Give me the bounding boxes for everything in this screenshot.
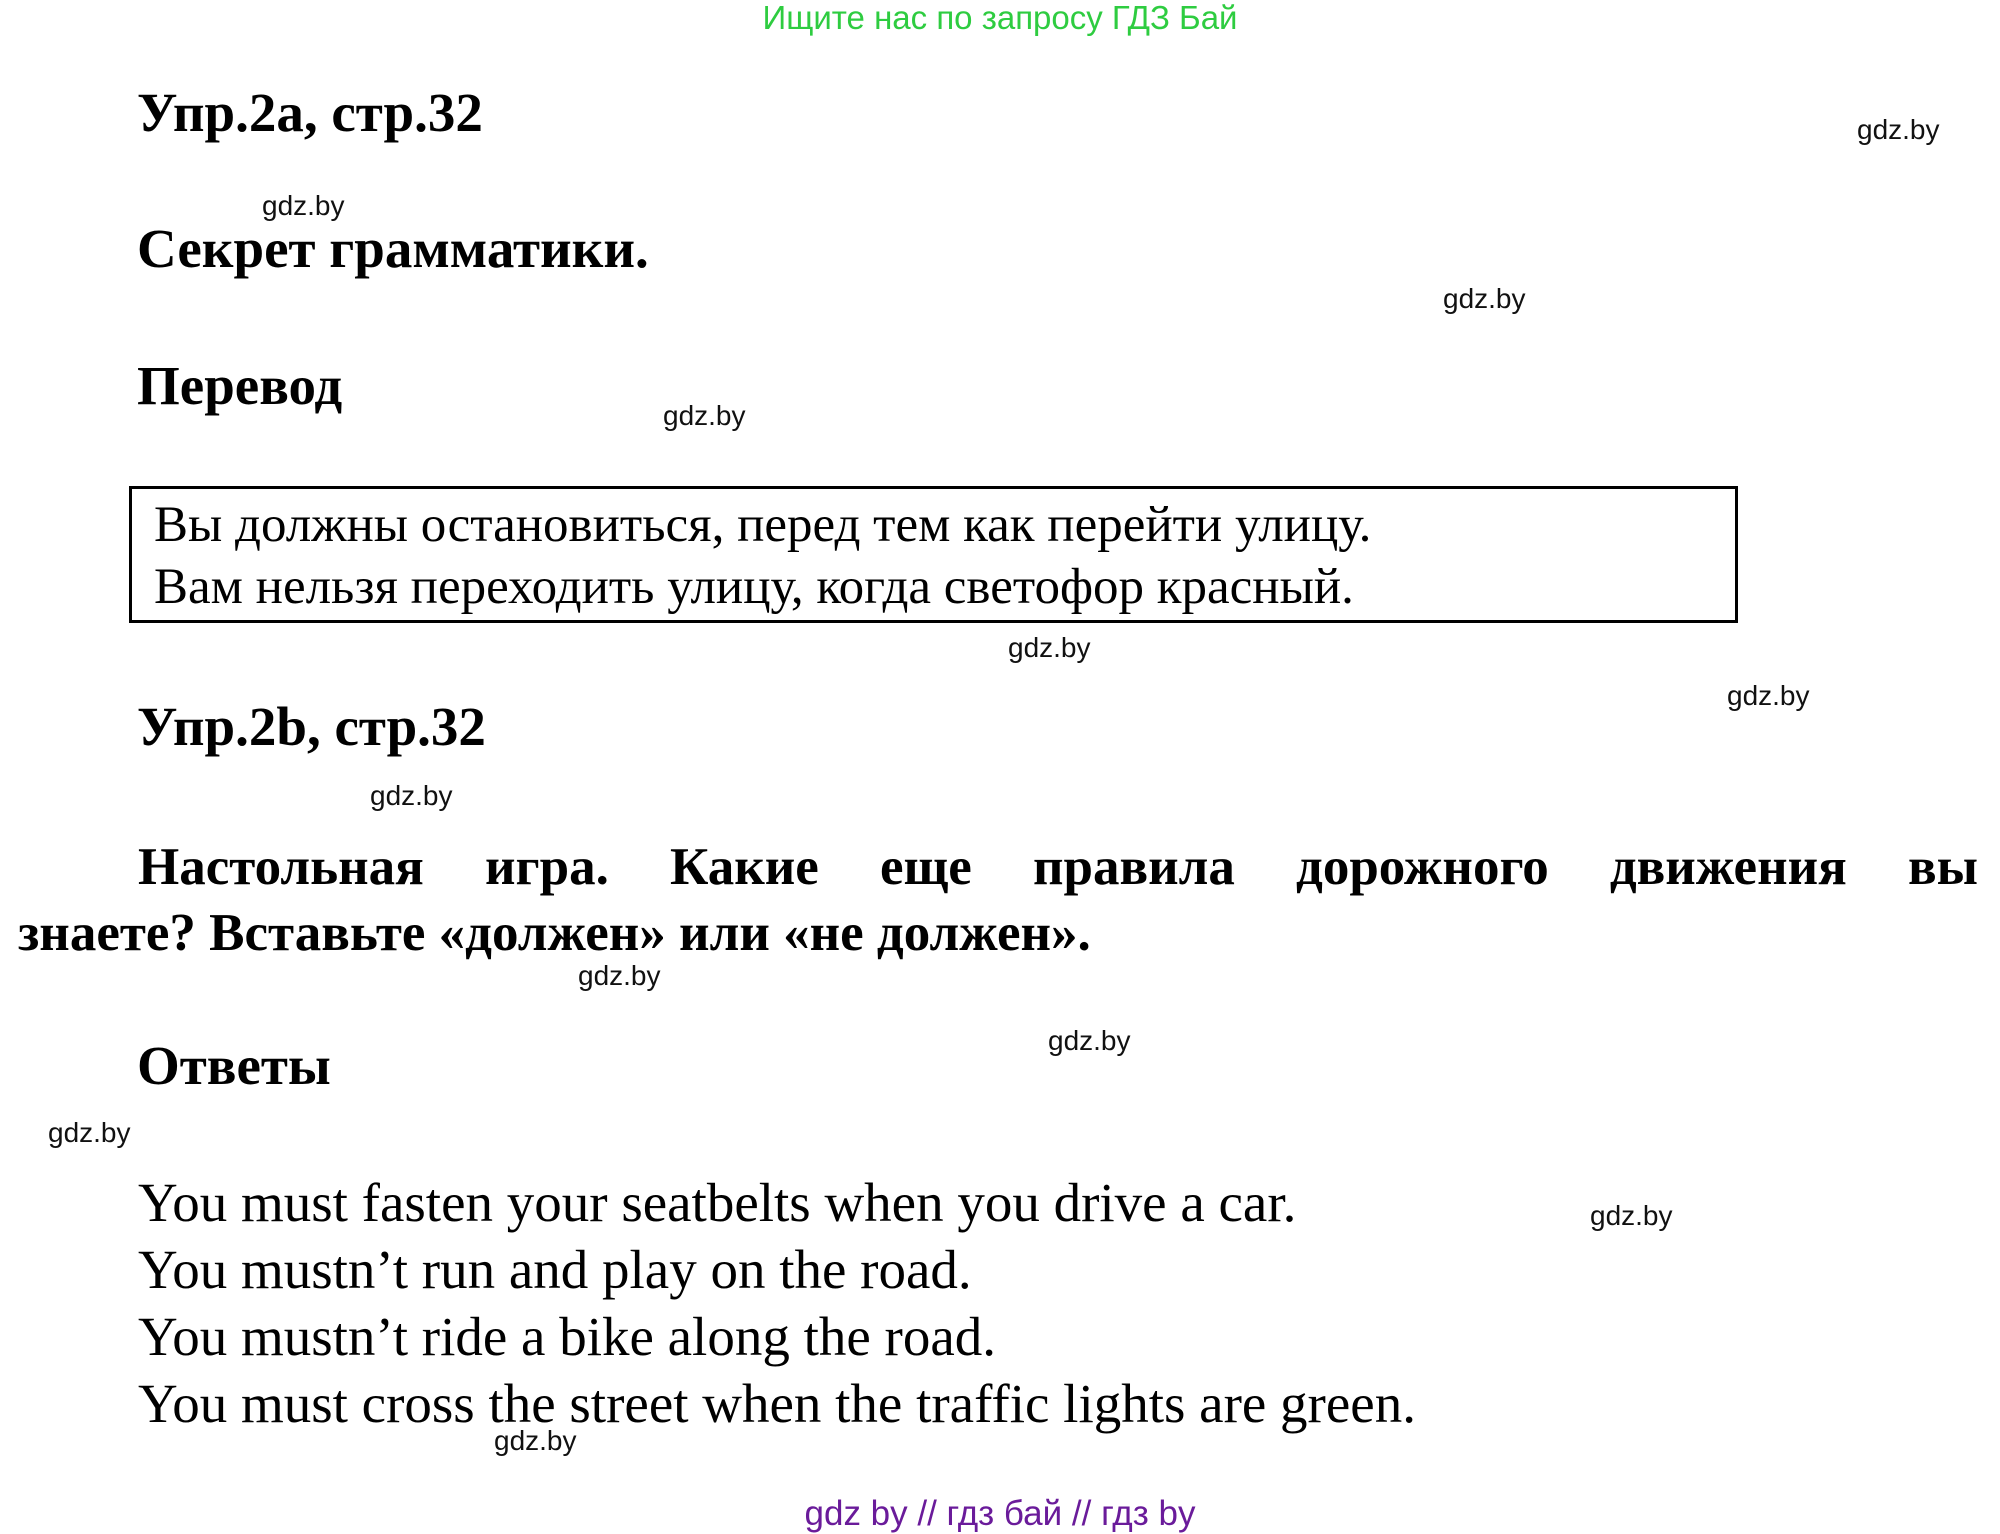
- exercise-2a-heading: Упр.2а, стр.32: [137, 82, 483, 143]
- task-instructions: [18, 834, 1978, 966]
- watermark: gdz.by: [1008, 632, 1091, 663]
- grammar-secret-heading: Секрет грамматики.: [137, 218, 649, 279]
- answer-line: You must fasten your seatbelts when you drive a car.: [138, 1172, 1297, 1233]
- watermark: gdz.by: [1857, 114, 1940, 145]
- exercise-2b-heading: Упр.2b, стр.32: [137, 696, 486, 757]
- watermark: gdz.by: [48, 1117, 131, 1148]
- answers-heading: Ответы: [137, 1035, 331, 1096]
- watermark: gdz.by: [663, 400, 746, 431]
- watermark: gdz.by: [494, 1425, 577, 1456]
- translation-line: Вы должны остановиться, перед тем как перейти улицу.: [154, 497, 1372, 553]
- answer-line: You mustn’t ride a bike along the road.: [138, 1306, 997, 1367]
- watermark: gdz.by: [578, 960, 661, 991]
- translation-heading: Перевод: [137, 355, 343, 416]
- translation-box: [129, 486, 1738, 623]
- top-banner: Ищите нас по запросу ГДЗ Бай: [762, 0, 1238, 36]
- watermark: gdz.by: [1727, 680, 1810, 711]
- watermark: gdz.by: [1443, 283, 1526, 314]
- answer-line: You mustn’t run and play on the road.: [138, 1239, 972, 1300]
- watermark: gdz.by: [1590, 1200, 1673, 1231]
- watermark: gdz.by: [370, 780, 453, 811]
- footer-links: gdz by // гдз бай // гдз by: [804, 1494, 1196, 1533]
- task-line: Настольная игра. Какие еще правила дорожного движения вы: [138, 838, 1978, 896]
- task-line: знаете? Вставьте «должен» или «не должен».: [18, 904, 1091, 962]
- translation-line: Вам нельзя переходить улицу, когда светофор красный.: [154, 559, 1354, 615]
- answer-line: You must cross the street when the traffic lights are green.: [138, 1373, 1416, 1434]
- watermark: gdz.by: [1048, 1025, 1131, 1056]
- watermark: gdz.by: [262, 190, 345, 221]
